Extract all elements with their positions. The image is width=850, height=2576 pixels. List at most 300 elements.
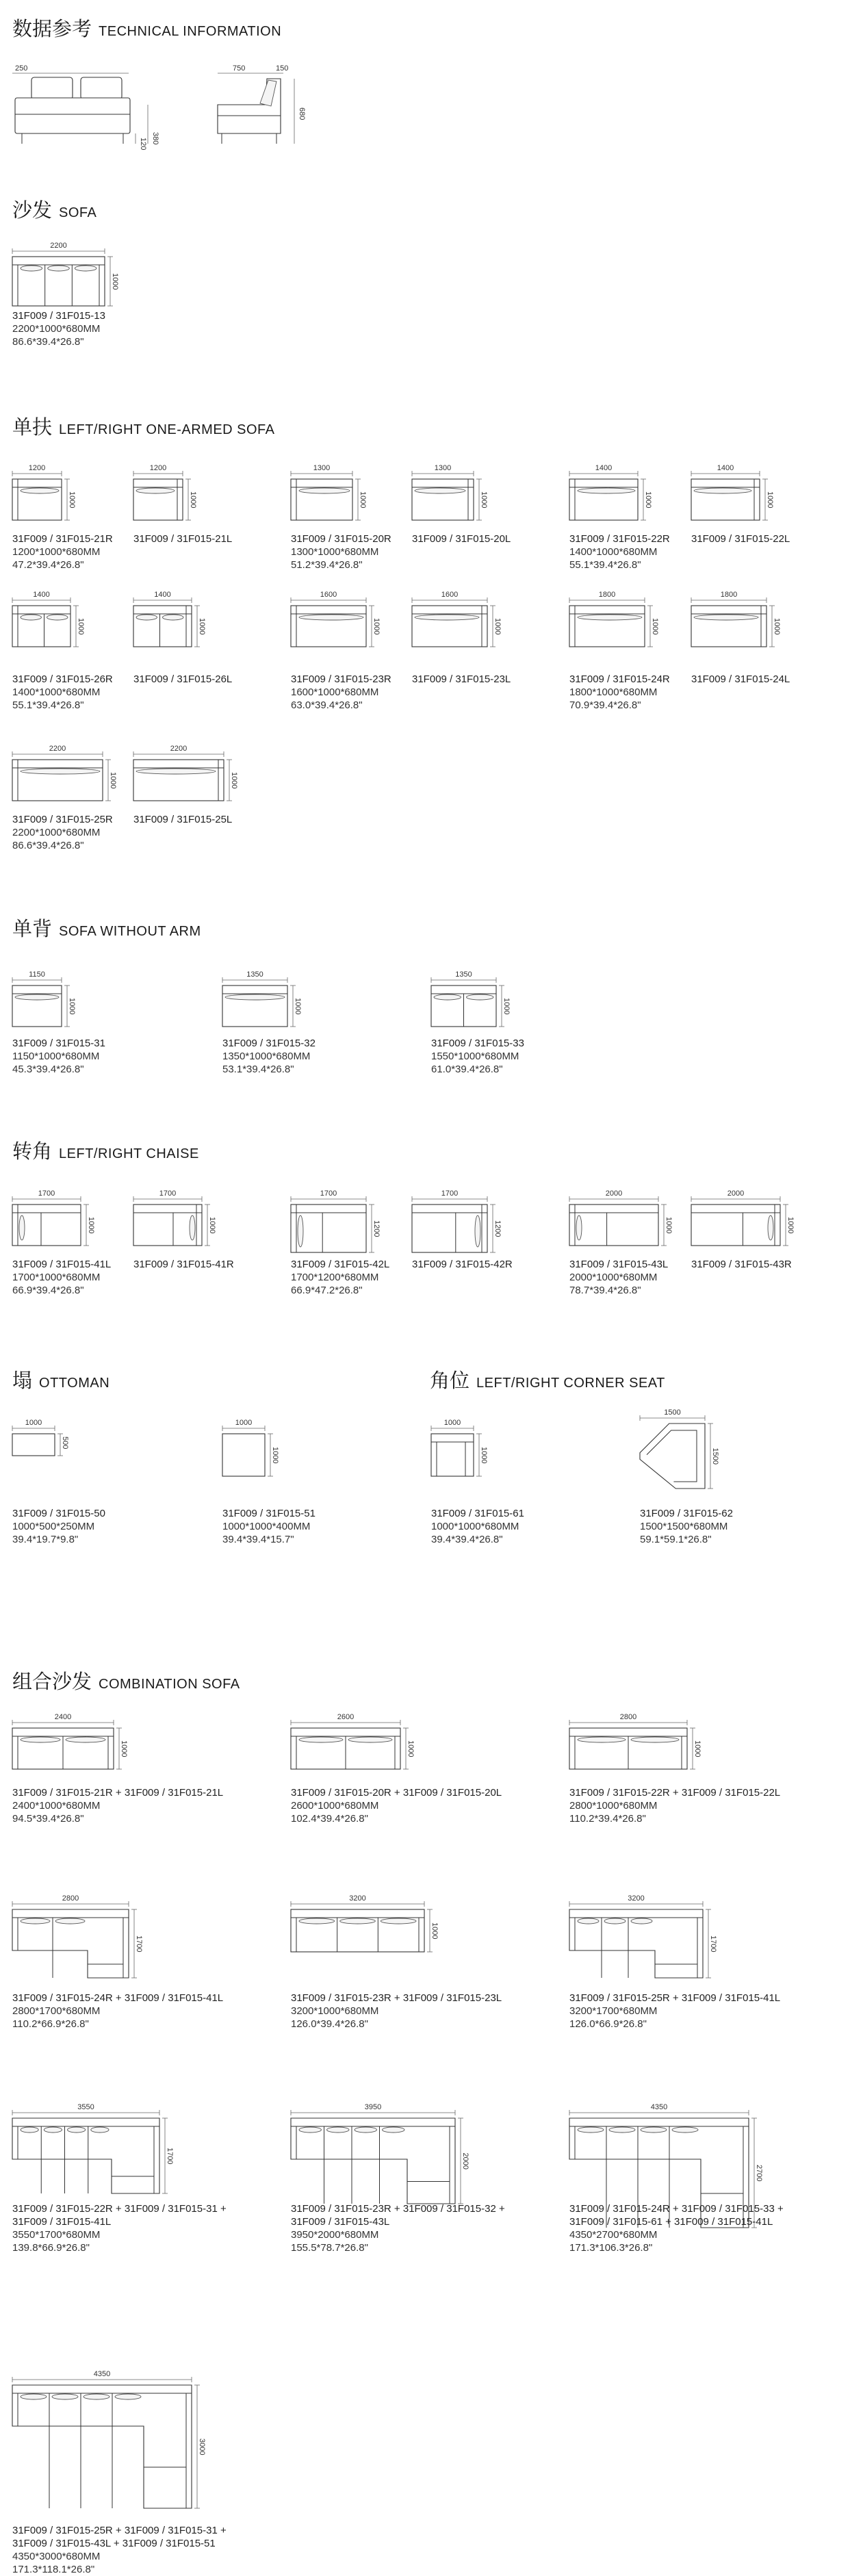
product-drawing (133, 1189, 229, 1258)
sofa-plan (133, 760, 224, 801)
sofa-plan (291, 606, 366, 647)
product-code: 31F009 / 31F015-32 (222, 1038, 315, 1049)
dim-width-label: 1150 (29, 970, 45, 979)
product-caption (12, 309, 177, 348)
dim-depth-label: 1000 (480, 491, 488, 508)
product-code: 31F009 / 31F015-50 (12, 1508, 105, 1519)
dim-depth-label: 1000 (480, 1447, 488, 1464)
product-size-inch: 94.5*39.4*26.8" (12, 1813, 84, 1825)
product-code: 31F009 / 31F015-41L (12, 1259, 112, 1270)
product-caption (691, 673, 850, 686)
product-drawing (12, 1189, 108, 1258)
product-code: 31F009 / 31F015-20R + 31F009 / 31F015-20L (291, 1787, 502, 1799)
product-code: 31F009 / 31F015-24R (569, 673, 670, 685)
product-code: 31F009 / 31F015-41R (133, 1259, 234, 1270)
svg-text:150: 150 (276, 65, 289, 73)
product-size-mm: 1500*1500*680MM (640, 1521, 728, 1532)
product-size-inch: 110.2*66.9*26.8" (12, 2018, 89, 2030)
sofa-plan (12, 1909, 129, 1978)
sofa-plan (431, 1434, 474, 1476)
sofa-plan (291, 479, 352, 520)
product-size-inch: 45.3*39.4*26.8" (12, 1064, 84, 1075)
dim-depth-label: 1000 (493, 618, 502, 635)
product-drawing (12, 970, 89, 1039)
dim-depth-label: 1000 (111, 273, 119, 290)
svg-text:120: 120 (139, 138, 147, 151)
product-size-inch: 155.5*78.7*26.8" (291, 2242, 368, 2254)
product-card (291, 1189, 394, 1265)
product-size-mm: 4350*3000*680MM (12, 2551, 101, 2562)
sofa-plan (569, 1205, 658, 1246)
dim-depth-label: 2700 (755, 2165, 763, 2182)
product-size-inch: 53.1*39.4*26.8" (222, 1064, 294, 1075)
dim-width-label: 3200 (628, 1894, 645, 1903)
dim-width-label: 1500 (664, 1408, 681, 1417)
product-caption (291, 1786, 524, 1825)
product-code: 31F009 / 31F015-33 (431, 1038, 524, 1049)
sofa-plan (12, 986, 62, 1027)
product-code: 31F009 / 31F015-22L (691, 533, 790, 545)
product-card (431, 1419, 501, 1489)
product-caption (12, 2524, 245, 2576)
dim-width-label: 1600 (320, 591, 337, 599)
product-code: 31F009 / 31F015-23R (291, 673, 391, 685)
product-card (12, 1419, 82, 1468)
front-dim-width: 250 (15, 65, 28, 73)
sofa-plan (569, 1728, 687, 1769)
product-code: 31F009 / 31F015-23L (412, 673, 511, 685)
product-drawing (291, 1894, 452, 1964)
product-size-inch: 70.9*39.4*26.8" (569, 699, 641, 711)
product-card (569, 591, 672, 659)
product-size-mm: 2800*1000*680MM (569, 1800, 658, 1812)
product-card (12, 464, 89, 532)
sofa-plan (569, 479, 638, 520)
product-size-inch: 110.2*39.4*26.8" (569, 1813, 646, 1825)
product-caption (691, 1258, 850, 1271)
svg-text:680: 680 (298, 107, 306, 120)
product-size-inch: 39.4*19.7*9.8" (12, 1534, 79, 1545)
sofa-plan (133, 606, 192, 647)
product-card (12, 1713, 141, 1781)
product-drawing (222, 1419, 292, 1489)
product-card (691, 1189, 808, 1258)
product-caption (569, 1992, 802, 2031)
product-caption (412, 532, 576, 545)
sofa-plan (133, 1205, 202, 1246)
product-size-mm: 1000*500*250MM (12, 1521, 95, 1532)
technical-elevation-drawings (12, 65, 327, 154)
dim-depth-label: 500 (61, 1437, 69, 1450)
product-card (12, 970, 89, 1039)
product-drawing (412, 591, 515, 659)
dim-depth-label: 1200 (493, 1220, 502, 1237)
product-card (412, 1189, 515, 1265)
product-drawing (12, 1713, 141, 1781)
product-card (133, 745, 251, 813)
dim-depth-label: 1000 (294, 998, 302, 1015)
dim-depth-label: 1000 (651, 618, 659, 635)
product-code: 31F009 / 31F015-23R + 31F009 / 31F015-32 + 31F009 / 31F015-43L (291, 2203, 505, 2228)
product-drawing (569, 464, 665, 532)
sofa-plan (640, 1424, 705, 1489)
dim-width-label: 3950 (364, 2103, 382, 2111)
product-card (569, 464, 665, 532)
dim-width-label: 1000 (443, 1419, 461, 1427)
product-size-mm: 3550*1700*680MM (12, 2229, 101, 2241)
dim-width-label: 1400 (717, 464, 734, 472)
sofa-plan (569, 606, 645, 647)
sofa-plan (691, 479, 760, 520)
sofa-plan (12, 606, 70, 647)
product-card (12, 2103, 187, 2206)
product-size-inch: 126.0*39.4*26.8" (291, 2018, 368, 2030)
product-size-mm: 1700*1200*680MM (291, 1272, 379, 1283)
dim-depth-label: 1000 (208, 1217, 216, 1234)
product-size-mm: 1300*1000*680MM (291, 546, 379, 558)
product-card (12, 745, 130, 813)
dim-depth-label: 3000 (198, 2438, 206, 2456)
product-drawing (222, 970, 315, 1039)
product-caption (133, 1258, 298, 1271)
dim-depth-label: 1000 (109, 772, 117, 789)
sofa-plan (222, 1434, 265, 1476)
product-code: 31F009 / 31F015-43R (691, 1259, 792, 1270)
product-size-mm: 1000*1000*680MM (431, 1521, 519, 1532)
product-size-mm: 3200*1000*680MM (291, 2005, 379, 2017)
product-code: 31F009 / 31F015-51 (222, 1508, 315, 1519)
product-caption (133, 532, 298, 545)
product-card (133, 1189, 229, 1258)
dim-width-label: 1350 (455, 970, 472, 979)
side-elevation (218, 65, 306, 144)
product-card (222, 970, 315, 1039)
product-code: 31F009 / 31F015-25R + 31F009 / 31F015-41L (569, 1992, 781, 2004)
sofa-plan (12, 479, 62, 520)
dim-width-label: 2000 (605, 1189, 623, 1198)
product-drawing (691, 1189, 808, 1258)
product-card (412, 591, 515, 659)
product-drawing (133, 464, 210, 532)
dim-width-label: 3200 (349, 1894, 366, 1903)
sofa-plan (291, 1205, 366, 1252)
product-drawing (12, 745, 130, 813)
section-title-sofa: 沙发 SOFA (12, 200, 97, 222)
product-drawing (569, 1189, 686, 1258)
product-card (431, 970, 524, 1039)
product-drawing (291, 591, 394, 659)
product-drawing (12, 2103, 187, 2206)
product-drawing (569, 1713, 714, 1781)
product-caption (412, 1258, 576, 1271)
svg-text:380: 380 (151, 132, 159, 145)
product-caption (222, 1507, 387, 1546)
product-drawing (12, 1419, 82, 1468)
product-drawing (12, 591, 98, 659)
dim-width-label: 2600 (337, 1713, 355, 1721)
dim-depth-label: 1000 (68, 491, 76, 508)
product-caption (691, 532, 850, 545)
dim-depth-label: 1000 (502, 998, 511, 1015)
section-title-one-arm: 单扶 LEFT/RIGHT ONE-ARMED SOFA (12, 417, 275, 439)
section-title-chaise: 转角 LEFT/RIGHT CHAISE (12, 1141, 199, 1163)
sofa-plan (12, 1434, 55, 1456)
product-drawing (291, 464, 380, 532)
dim-width-label: 1400 (595, 464, 613, 472)
product-size-inch: 66.9*39.4*26.8" (12, 1285, 84, 1296)
product-code: 31F009 / 31F015-21R + 31F009 / 31F015-21L (12, 1787, 224, 1799)
dim-width-label: 3550 (77, 2103, 94, 2111)
product-card (291, 1894, 452, 1964)
product-size-inch: 171.3*118.1*26.8" (12, 2564, 95, 2575)
product-card (12, 2370, 219, 2521)
product-drawing (12, 464, 89, 532)
product-card (569, 1894, 730, 1990)
sofa-plan (12, 2118, 159, 2193)
product-caption (569, 2202, 802, 2254)
dim-width-label: 4350 (93, 2370, 111, 2378)
product-caption (431, 1037, 595, 1076)
product-code: 31F009 / 31F015-26L (133, 673, 233, 685)
dim-depth-label: 1000 (77, 618, 85, 635)
product-code: 31F009 / 31F015-24R + 31F009 / 31F015-33 + 31F009 / 31F015-61 + 31F009 / 31F015-41L (569, 2203, 784, 2228)
dim-width-label: 1700 (320, 1189, 337, 1198)
product-size-mm: 1700*1000*680MM (12, 1272, 101, 1283)
sofa-plan (222, 986, 287, 1027)
product-size-inch: 55.1*39.4*26.8" (569, 559, 641, 571)
product-card (412, 464, 501, 532)
product-code: 31F009 / 31F015-24L (691, 673, 790, 685)
svg-text:750: 750 (233, 65, 246, 73)
dim-width-label: 1200 (28, 464, 46, 472)
product-size-mm: 2400*1000*680MM (12, 1800, 101, 1812)
product-size-inch: 61.0*39.4*26.8" (431, 1064, 503, 1075)
product-drawing (431, 970, 524, 1039)
dim-width-label: 1700 (38, 1189, 55, 1198)
product-size-inch: 102.4*39.4*26.8" (291, 1813, 368, 1825)
sofa-plan (12, 2385, 192, 2508)
product-size-mm: 1550*1000*680MM (431, 1051, 519, 1062)
dim-width-label: 4350 (650, 2103, 668, 2111)
product-size-inch: 39.4*39.4*26.8" (431, 1534, 503, 1545)
dim-width-label: 2200 (170, 745, 188, 753)
product-drawing (569, 591, 672, 659)
dim-width-label: 1300 (434, 464, 452, 472)
product-drawing (640, 1408, 732, 1501)
product-size-mm: 1350*1000*680MM (222, 1051, 311, 1062)
sofa-plan (291, 1909, 424, 1952)
product-caption (133, 813, 298, 826)
dim-depth-label: 1000 (189, 491, 197, 508)
product-code: 31F009 / 31F015-23R + 31F009 / 31F015-23L (291, 1992, 502, 2004)
sofa-plan (12, 1205, 81, 1246)
section-title-ottoman: 塌 OTTOMAN (12, 1370, 110, 1392)
product-size-inch: 59.1*59.1*26.8" (640, 1534, 712, 1545)
product-card (291, 2103, 482, 2216)
product-size-mm: 2000*1000*680MM (569, 1272, 658, 1283)
product-caption (291, 2202, 524, 2254)
product-code: 31F009 / 31F015-20R (291, 533, 391, 545)
dim-width-label: 1000 (25, 1419, 42, 1427)
dim-depth-label: 1000 (693, 1740, 701, 1757)
product-card (691, 591, 794, 659)
product-size-inch: 78.7*39.4*26.8" (569, 1285, 641, 1296)
dim-width-label: 1600 (441, 591, 459, 599)
product-caption (12, 2202, 245, 2254)
product-drawing (12, 242, 132, 318)
dim-width-label: 2000 (727, 1189, 745, 1198)
dim-depth-label: 1700 (709, 1935, 717, 1953)
product-caption (569, 1786, 802, 1825)
front-elevation (12, 65, 159, 150)
section-title-corner: 角位 LEFT/RIGHT CORNER SEAT (430, 1370, 665, 1392)
product-code: 31F009 / 31F015-42R (412, 1259, 513, 1270)
sofa-plan (291, 2118, 455, 2204)
dim-depth-label: 1000 (430, 1922, 439, 1940)
product-size-mm: 1150*1000*680MM (12, 1051, 100, 1062)
product-caption (222, 1037, 387, 1076)
product-size-mm: 4350*2700*680MM (569, 2229, 658, 2241)
dim-width-label: 1800 (720, 591, 738, 599)
dim-depth-label: 1000 (198, 618, 206, 635)
dim-width-label: 1400 (154, 591, 171, 599)
dim-depth-label: 1000 (359, 491, 367, 508)
product-size-mm: 2200*1000*680MM (12, 827, 101, 838)
dim-depth-label: 1000 (773, 618, 781, 635)
product-card (12, 1894, 156, 1990)
product-caption (12, 1507, 177, 1546)
product-drawing (133, 745, 251, 813)
sofa-plan (569, 1909, 703, 1978)
product-code: 31F009 / 31F015-13 (12, 310, 105, 322)
product-code: 31F009 / 31F015-21R (12, 533, 113, 545)
product-size-mm: 3200*1700*680MM (569, 2005, 658, 2017)
dim-depth-label: 1700 (135, 1935, 143, 1953)
sofa-plan (431, 986, 496, 1027)
dim-depth-label: 1000 (372, 618, 381, 635)
dim-width-label: 2200 (49, 745, 66, 753)
dim-width-label: 2800 (619, 1713, 637, 1721)
dim-depth-label: 2000 (461, 2152, 469, 2169)
product-drawing (12, 2370, 219, 2521)
product-code: 31F009 / 31F015-20L (412, 533, 511, 545)
product-size-inch: 66.9*47.2*26.8" (291, 1285, 363, 1296)
product-drawing (133, 591, 219, 659)
product-card (291, 591, 394, 659)
dim-depth-label: 1200 (372, 1220, 381, 1237)
dim-width-label: 1300 (313, 464, 331, 472)
product-size-mm: 1000*1000*400MM (222, 1521, 311, 1532)
product-caption (431, 1507, 595, 1546)
product-drawing (691, 591, 794, 659)
product-size-mm: 2200*1000*680MM (12, 323, 101, 335)
product-card (691, 464, 787, 532)
product-drawing (569, 1894, 730, 1990)
product-code: 31F009 / 31F015-25R + 31F009 / 31F015-31 + 31F009 / 31F015-43L + 31F009 / 31F015-51 (12, 2525, 227, 2549)
product-code: 31F009 / 31F015-43L (569, 1259, 669, 1270)
product-size-inch: 139.8*66.9*26.8" (12, 2242, 90, 2254)
product-drawing (412, 464, 501, 532)
product-size-mm: 1800*1000*680MM (569, 686, 658, 698)
product-caption (12, 1992, 245, 2031)
product-code: 31F009 / 31F015-22R (569, 533, 670, 545)
product-drawing (291, 1189, 394, 1265)
product-size-inch: 171.3*106.3*26.8" (569, 2242, 653, 2254)
dim-width-label: 1200 (149, 464, 167, 472)
dim-depth-label: 1500 (711, 1447, 719, 1465)
product-size-inch: 86.6*39.4*26.8" (12, 840, 84, 851)
dim-depth-label: 1000 (87, 1217, 95, 1234)
dim-depth-label: 1000 (407, 1740, 415, 1757)
product-card (12, 591, 98, 659)
sofa-plan (133, 479, 183, 520)
product-caption (640, 1507, 804, 1546)
dim-width-label: 1700 (159, 1189, 177, 1198)
product-code: 31F009 / 31F015-25L (133, 814, 233, 825)
product-drawing (431, 1419, 501, 1489)
product-card (12, 1189, 108, 1258)
product-size-inch: 55.1*39.4*26.8" (12, 699, 84, 711)
sofa-plan (12, 1728, 114, 1769)
dim-width-label: 1350 (246, 970, 263, 979)
dim-depth-label: 1000 (786, 1217, 795, 1234)
dim-depth-label: 1700 (166, 2148, 174, 2165)
sofa-plan (412, 606, 487, 647)
section-title-combo: 组合沙发 COMBINATION SOFA (12, 1671, 240, 1693)
product-size-inch: 63.0*39.4*26.8" (291, 699, 363, 711)
product-code: 31F009 / 31F015-24R + 31F009 / 31F015-41L (12, 1992, 224, 2004)
product-card (569, 1713, 714, 1781)
product-size-mm: 1200*1000*680MM (12, 546, 101, 558)
product-drawing (412, 1189, 515, 1265)
product-size-mm: 2600*1000*680MM (291, 1800, 379, 1812)
product-size-inch: 51.2*39.4*26.8" (291, 559, 363, 571)
product-size-mm: 1400*1000*680MM (12, 686, 101, 698)
product-code: 31F009 / 31F015-21L (133, 533, 233, 545)
product-size-mm: 2800*1700*680MM (12, 2005, 101, 2017)
dim-width-label: 2400 (54, 1713, 72, 1721)
product-code: 31F009 / 31F015-42L (291, 1259, 390, 1270)
product-card (133, 591, 219, 659)
product-drawing (291, 2103, 482, 2216)
product-caption (133, 673, 298, 686)
product-size-inch: 86.6*39.4*26.8" (12, 336, 84, 348)
product-caption (412, 673, 576, 686)
sofa-plan (12, 760, 103, 801)
sofa-plan (691, 1205, 780, 1246)
product-size-inch: 126.0*66.9*26.8" (569, 2018, 647, 2030)
page-title: 数据参考 TECHNICAL INFORMATION (12, 18, 282, 40)
dim-depth-label: 1000 (766, 491, 774, 508)
product-code: 31F009 / 31F015-62 (640, 1508, 733, 1519)
product-size-inch: 39.4*39.4*15.7" (222, 1534, 294, 1545)
dim-width-label: 1400 (33, 591, 50, 599)
dim-width-label: 1000 (235, 1419, 253, 1427)
dim-width-label: 1800 (598, 591, 616, 599)
sofa-plan (12, 257, 105, 306)
product-card (291, 464, 380, 532)
product-code: 31F009 / 31F015-26R (12, 673, 113, 685)
sofa-plan (412, 1205, 487, 1252)
product-code: 31F009 / 31F015-31 (12, 1038, 105, 1049)
product-caption (12, 1037, 177, 1076)
product-size-mm: 1400*1000*680MM (569, 546, 658, 558)
product-drawing (291, 1713, 428, 1781)
dim-depth-label: 1000 (665, 1217, 673, 1234)
product-drawing (691, 464, 787, 532)
product-size-mm: 3950*2000*680MM (291, 2229, 379, 2241)
product-caption (291, 1992, 524, 2031)
